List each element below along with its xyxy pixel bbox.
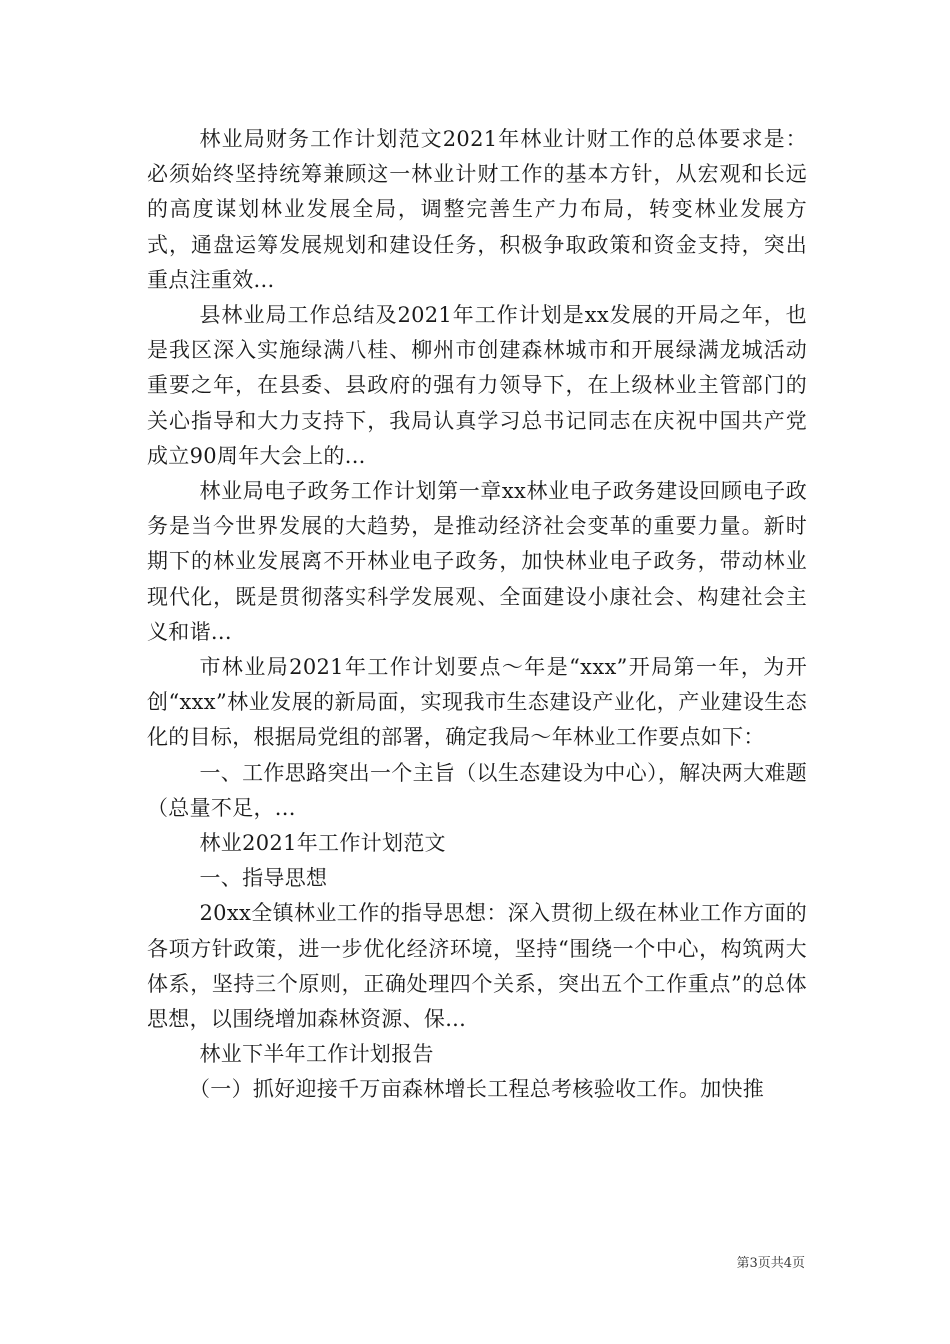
heading-plan-sample: 林业2021年工作计划范文 — [199, 831, 446, 856]
page-number: 第3页共4页 — [736, 1256, 805, 1271]
heading-second-half-report: 林业下半年工作计划报告 — [199, 1042, 434, 1067]
paragraph-county-summary: 县林业局工作总结及2021年工作计划是xx发展的开局之年，也是我区深入实施绿满八桂、柳州市创建森林城市和开展绿满龙城活动重要之年，在县委、县政府的强有力领导下，在上级林业主管部门的关心指导和大力支持下，我局认真学习总书记同志在庆祝中国共产党成立90周年大会上的... — [147, 303, 807, 468]
heading-guiding-thought: 一、指导思想 — [199, 866, 328, 891]
paragraph-finance-plan: 林业局财务工作计划范文2021年林业计财工作的总体要求是：必须始终坚持统筹兼顾这一林业计财工作的基本方针，从宏观和长远的高度谋划林业发展全局，调整完善生产力布局，转变林业发展方式，通盘运筹发展规划和建设任务，积极争取政策和资金支持，突出重点注重效... — [147, 127, 807, 292]
paragraph-e-government: 林业局电子政务工作计划第一章xx林业电子政务建设回顾电子政务是当今世界发展的大趋势，是推动经济社会变革的重要力量。新时期下的林业发展离不开林业电子政务，加快林业电子政务，带动林业现代化，既是贯彻落实科学发展观、全面建设小康社会、构建社会主义和谐... — [147, 479, 807, 644]
paragraph-acceptance-work: （一）抓好迎接千万亩森林增长工程总考核验收工作。加快推 — [189, 1077, 765, 1102]
paragraph-city-plan: 市林业局2021年工作计划要点～年是“xxx”开局第一年，为开创“xxx”林业发展的新局面，实现我市生态建设产业化，产业建设生态化的目标，根据局党组的部署，确定我局～年林业工作要点如下： — [147, 655, 807, 750]
paragraph-work-approach: 一、工作思路突出一个主旨（以生态建设为中心），解决两大难题（总量不足，... — [147, 760, 807, 820]
paragraph-guiding-thought: 20xx全镇林业工作的指导思想：深入贯彻上级在林业工作方面的各项方针政策，进一步优化经济环境，坚持“围绕一个中心，构筑两大体系，坚持三个原则，正确处理四个关系，突出五个工作重点”的总体思想，以围绕增加森林资源、保... — [147, 901, 807, 1032]
document-body — [147, 122, 807, 1108]
